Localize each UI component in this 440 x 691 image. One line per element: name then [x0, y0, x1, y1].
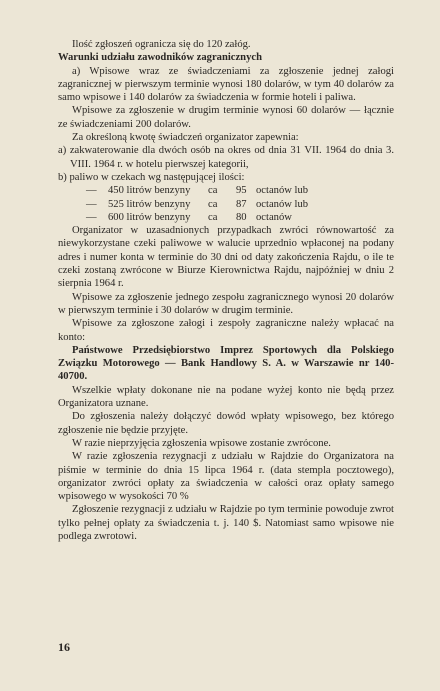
- page-number: 16: [58, 640, 70, 654]
- paragraph: Wpisowe za zgłoszenie w drugim terminie wynosi 60 dolarów — łącznie ze świadczeniami 200 dolarów.: [58, 105, 394, 130]
- fuel-item-unit: octanów: [256, 211, 292, 223]
- fuel-item-ca: ca: [208, 198, 218, 210]
- paragraph: Organizator w uzasadnionych przypadkach zwróci równowartość za niewykorzystane czeki paliwowe w walucie uprzednio wpłaconej na podany adres i numer konta w terminie do 30 dni od daty zakończenia Rajdu, o ile te czeki zostaną zwrócone w Biurze Kierownictwa Rajdu, najpóźniej w dniu 2 sierpnia 1964 r.: [58, 225, 394, 290]
- fuel-item-amount: 450 litrów benzyny: [108, 185, 191, 197]
- fuel-item: [86, 211, 394, 224]
- fuel-item-octane: 87: [236, 198, 247, 210]
- fuel-item-unit: octanów lub: [256, 198, 309, 210]
- paragraph: Państwowe Przedsiębiorstwo Imprez Sportowych dla Polskiego Związku Motorowego — Bank Handlowy S. A. w Warszawie nr 140-40700.: [58, 344, 394, 383]
- fuel-item-ca: ca: [208, 185, 218, 197]
- fuel-list: [58, 184, 394, 224]
- fuel-item-dash: —: [86, 198, 97, 210]
- fuel-item-amount: 525 litrów benzyny: [108, 198, 191, 210]
- fuel-item-dash: —: [86, 211, 97, 223]
- fuel-item-unit: octanów lub: [256, 185, 309, 197]
- paragraph: a) zakwaterowanie dla dwóch osób na okres od dnia 31 VII. 1964 do dnia 3. VIII. 1964 r. w hotelu pierwszej kategorii,: [58, 145, 394, 170]
- text-block-conditions: [58, 38, 394, 184]
- paragraph: a) Wpisowe wraz ze świadczeniami za zgłoszenie jednej załogi zagranicznej w pierwszym terminie wynosi 180 dolarów, w tym 40 dolarów za samo wpisowe i 140 dolarów za świadczenia w formie hoteli i paliwa.: [58, 65, 394, 104]
- fuel-item: [86, 198, 394, 211]
- paragraph: Ilość zgłoszeń ogranicza się do 120 załóg.: [72, 39, 251, 50]
- paragraph: W razie nieprzyjęcia zgłoszenia wpisowe zostanie zwrócone.: [72, 437, 331, 449]
- fuel-item-octane: 80: [236, 211, 247, 223]
- paragraph: Wpisowe za zgłoszenie jednego zespołu zagranicznego wynosi 20 dolarów w pierwszym terminie i 30 dolarów w drugim terminie.: [58, 291, 394, 316]
- paragraph: Warunki udziału zawodników zagranicznych: [58, 52, 262, 64]
- paragraph: b) paliwo w czekach wg następującej ilości:: [58, 171, 245, 183]
- fuel-item: [86, 184, 394, 197]
- paragraph: Wszelkie wpłaty dokonane nie na podane wyżej konto nie będą przez Organizatora uznane.: [58, 384, 394, 410]
- text-block-payments: [58, 224, 394, 543]
- paragraph: Wpisowe za zgłoszone załogi i zespoły zagraniczne należy wpłacać na konto:: [58, 318, 394, 343]
- fuel-item-octane: 95: [236, 185, 247, 197]
- paragraph: Za określoną kwotę świadczeń organizator zapewnia:: [72, 132, 299, 144]
- fuel-item-amount: 600 litrów benzyny: [108, 211, 191, 223]
- paragraph: Zgłoszenie rezygnacji z udziału w Rajdzie po tym terminie powoduje zwrot tylko pełnej opłaty za świadczenia t. j. 140 $. Natomiast samo wpisowe nie podlega zwrotowi.: [58, 504, 394, 542]
- fuel-item-ca: ca: [208, 211, 218, 223]
- fuel-item-dash: —: [86, 185, 97, 197]
- paragraph: W razie zgłoszenia rezygnacji z udziału w Rajdzie do Organizatora na piśmie w terminie do dnia 15 lipca 1964 r. (data stempla pocztowego), organizator zwróci opłaty za świadczenia w całości oraz opłaty samego wpisowego w wysokości 70 %: [58, 451, 394, 503]
- paragraph: Do zgłoszenia należy dołączyć dowód wpłaty wpisowego, bez którego zgłoszenie nie będzie przyjęte.: [58, 411, 394, 436]
